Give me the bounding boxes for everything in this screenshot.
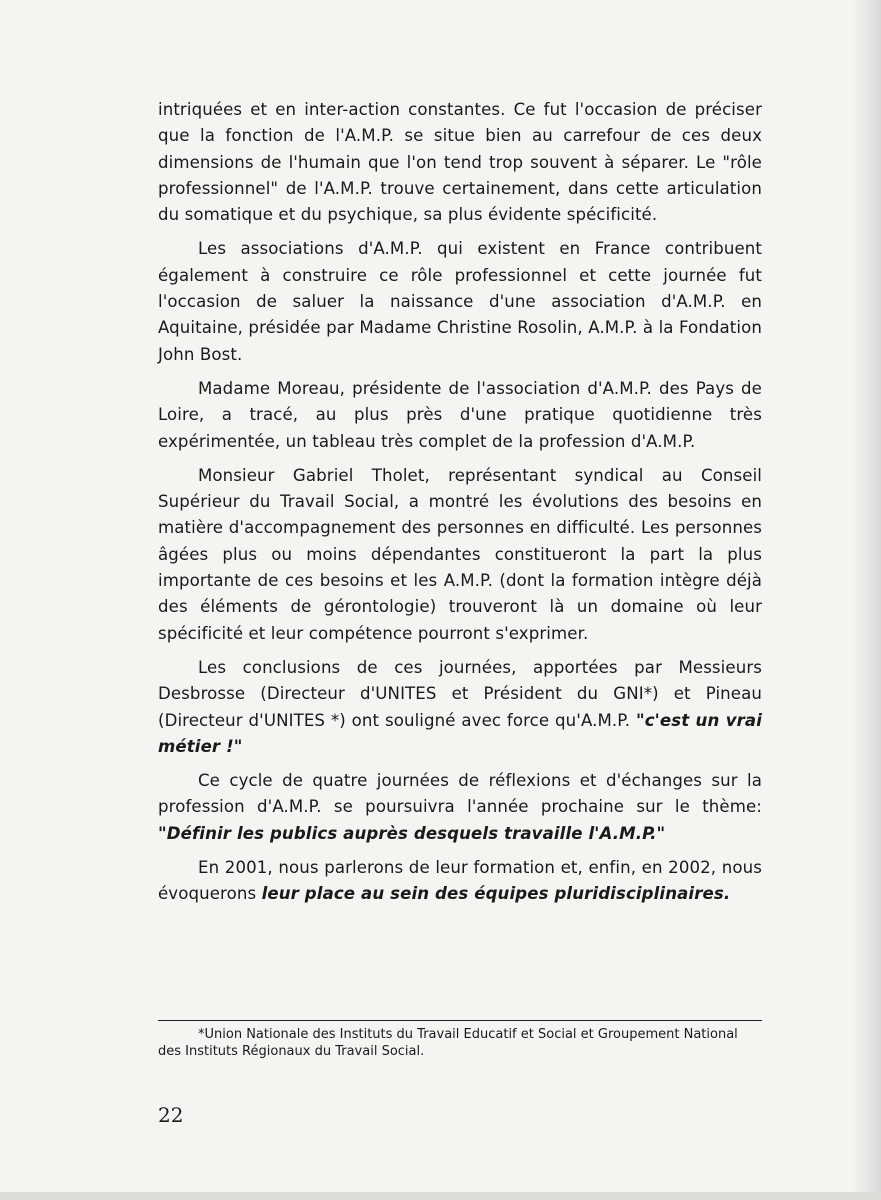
page-number: 22 xyxy=(158,1103,184,1127)
page-edge-shadow xyxy=(851,0,881,1200)
paragraph-5-text: Les conclusions de ces journées, apportées par Messieurs Desbrosse (Directeur d'UNITES et Président du GNI*) et Pineau (Directeur d'UNITES *) ont souligné avec force qu'A.M.P. xyxy=(158,657,762,730)
paragraph-3-text: Madame Moreau, présidente de l'association d'A.M.P. des Pays de Loire, a tracé, au plus près d'une pratique quotidienne très expérimentée, un tableau très complet de la profession d'A.M.P. xyxy=(158,378,762,451)
footnote: *Union Nationale des Instituts du Travail Educatif et Social et Groupement National des Instituts Régionaux du Travail Social. xyxy=(158,1027,738,1059)
paragraph-1-text: intriquées et en inter-action constantes. Ce fut l'occasion de préciser que la fonction de l'A.M.P. se situe bien au carrefour de ces deux dimensions de l'humain que l'on tend trop souvent à séparer. Le "rôle professionnel" de l'A.M.P. trouve certainement, dans cette articulation du somatique et du psychique, sa plus évidente spécificité. xyxy=(158,100,762,225)
paragraph-2-text: Les associations d'A.M.P. qui existent en France contribuent également à construire ce rôle professionnel et cette journée fut l'occasion de saluer la naissance d'une association d'A.M.P. en Aquitaine, présidée par Madame Christine Rosolin, A.M.P. à la Fondation John Bost. xyxy=(158,239,762,364)
paragraph-6 xyxy=(158,768,762,847)
paragraph-5 xyxy=(158,655,762,760)
paragraph-6-text: Ce cycle de quatre journées de réflexions et d'échanges sur la profession d'A.M.P. se poursuivra l'année prochaine sur le thème: xyxy=(158,771,762,817)
paragraph-7-emphasis: leur place au sein des équipes pluridisciplinaires. xyxy=(261,884,731,904)
body-text xyxy=(158,97,762,916)
paragraph-7-text: En 2001, nous parlerons de leur formation et, enfin, en 2002, nous évoquerons xyxy=(158,858,762,904)
paragraph-7 xyxy=(158,855,762,908)
paragraph-2 xyxy=(158,236,762,367)
paragraph-6-emphasis: "Définir les publics auprès desquels travaille l'A.M.P." xyxy=(158,823,666,843)
paragraph-5-emphasis: "c'est un vrai métier !" xyxy=(158,710,762,756)
paragraph-3 xyxy=(158,376,762,455)
footnote-divider xyxy=(158,1020,762,1021)
paragraph-4-text: Monsieur Gabriel Tholet, représentant syndical au Conseil Supérieur du Travail Social, a montré les évolutions des besoins en matière d'accompagnement des personnes en difficulté. Les personnes âgées plus ou moins dépendantes constitueront la part la plus importante de ces besoins et les A.M.P. (dont la formation intègre déjà des éléments de gérontologie) trouveront là un domaine où leur spécificité et leur compétence pourront s'exprimer. xyxy=(158,465,762,643)
page-bottom-edge xyxy=(0,1192,881,1200)
paragraph-1 xyxy=(158,97,762,228)
paragraph-4 xyxy=(158,463,762,647)
